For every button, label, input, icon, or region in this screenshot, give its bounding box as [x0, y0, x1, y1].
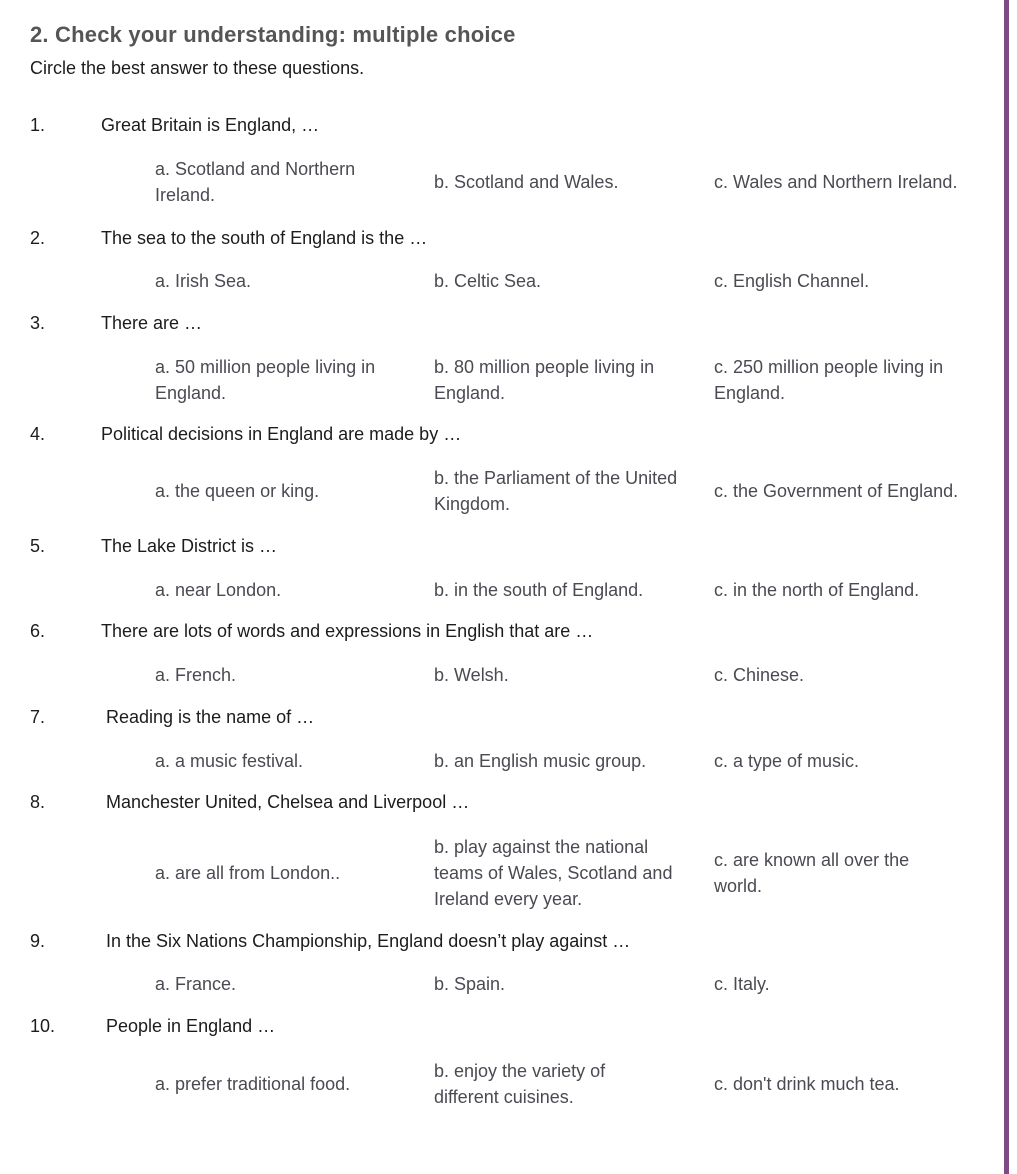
question-6-option-b[interactable]: b. Welsh.: [434, 665, 509, 685]
question-1-text: Great Britain is England, …: [101, 115, 320, 135]
question-4-answers: [0, 464, 1000, 518]
question-4-number: 4.: [30, 424, 46, 444]
question-5-option-a[interactable]: a. near London.: [155, 580, 282, 600]
question-7-text: Reading is the name of …: [106, 707, 315, 727]
question-8-number: 8.: [30, 792, 46, 812]
question-10-option-a[interactable]: a. prefer traditional food.: [155, 1074, 351, 1094]
question-7-option-b[interactable]: b. an English music group.: [434, 751, 647, 771]
question-8-option-b[interactable]: b. play against the national teams of Wales, Scotland and Ireland every year.: [434, 837, 673, 909]
question-2-text: The sea to the south of England is the …: [101, 228, 428, 248]
question-6-answers: [0, 662, 1000, 688]
question-4-text: Political decisions in England are made by …: [101, 424, 462, 444]
question-8-text: Manchester United, Chelsea and Liverpool …: [106, 792, 470, 812]
question-9-option-a[interactable]: a. France.: [155, 974, 237, 994]
question-6-text: There are lots of words and expressions in English that are …: [101, 621, 594, 641]
question-10-answers: [0, 1057, 1000, 1111]
question-2-answers: [0, 268, 1000, 294]
question-6-option-c[interactable]: c. Chinese.: [714, 665, 805, 685]
question-10-text: People in England …: [106, 1016, 276, 1036]
question-10-option-b[interactable]: b. enjoy the variety of different cuisines.: [434, 1061, 606, 1107]
question-5-number: 5.: [30, 536, 46, 556]
question-5-answers: [0, 577, 1000, 603]
question-3-option-a[interactable]: a. 50 million people living in England.: [155, 357, 376, 403]
question-8-option-a[interactable]: a. are all from London..: [155, 863, 341, 883]
question-2-option-c[interactable]: c. English Channel.: [714, 271, 870, 291]
question-5-text: The Lake District is …: [101, 536, 278, 556]
question-3-text: There are …: [101, 313, 203, 333]
question-7-option-a[interactable]: a. a music festival.: [155, 751, 304, 771]
question-6-option-a[interactable]: a. French.: [155, 665, 237, 685]
question-1-option-c[interactable]: c. Wales and Northern Ireland.: [714, 172, 958, 192]
question-6-number: 6.: [30, 621, 46, 641]
instructions: Circle the best answer to these questions.: [30, 58, 365, 78]
question-1-answers: [0, 155, 1000, 209]
question-3-answers: [0, 353, 1000, 407]
question-7-answers: [0, 748, 1000, 774]
question-1-option-a[interactable]: a. Scotland and Northern Ireland.: [155, 159, 356, 205]
question-10-option-c[interactable]: c. don't drink much tea.: [714, 1074, 900, 1094]
question-9-number: 9.: [30, 931, 46, 951]
question-9-option-b[interactable]: b. Spain.: [434, 974, 506, 994]
question-3-option-b[interactable]: b. 80 million people living in England.: [434, 357, 655, 403]
question-2-option-a[interactable]: a. Irish Sea.: [155, 271, 252, 291]
page-edge-rule: [1004, 0, 1009, 1174]
question-5-option-b[interactable]: b. in the south of England.: [434, 580, 644, 600]
section-heading: 2. Check your understanding: multiple choice: [30, 22, 516, 47]
question-9-text: In the Six Nations Championship, England doesn’t play against …: [106, 931, 631, 951]
question-10-number: 10.: [30, 1016, 56, 1036]
question-8-answers: [0, 833, 1000, 913]
question-1-number: 1.: [30, 115, 46, 135]
question-5-option-c[interactable]: c. in the north of England.: [714, 580, 920, 600]
question-2-option-b[interactable]: b. Celtic Sea.: [434, 271, 542, 291]
question-3-option-c[interactable]: c. 250 million people living in England.: [714, 357, 944, 403]
question-7-option-c[interactable]: c. a type of music.: [714, 751, 860, 771]
question-4-option-c[interactable]: c. the Government of England.: [714, 481, 959, 501]
question-9-answers: [0, 971, 1000, 997]
question-9-option-c[interactable]: c. Italy.: [714, 974, 770, 994]
question-8-option-c[interactable]: c. are known all over the world.: [714, 850, 910, 896]
question-3-number: 3.: [30, 313, 46, 333]
question-4-option-b[interactable]: b. the Parliament of the United Kingdom.: [434, 468, 678, 514]
question-2-number: 2.: [30, 228, 46, 248]
question-1-option-b[interactable]: b. Scotland and Wales.: [434, 172, 619, 192]
question-4-option-a[interactable]: a. the queen or king.: [155, 481, 320, 501]
question-7-number: 7.: [30, 707, 46, 727]
